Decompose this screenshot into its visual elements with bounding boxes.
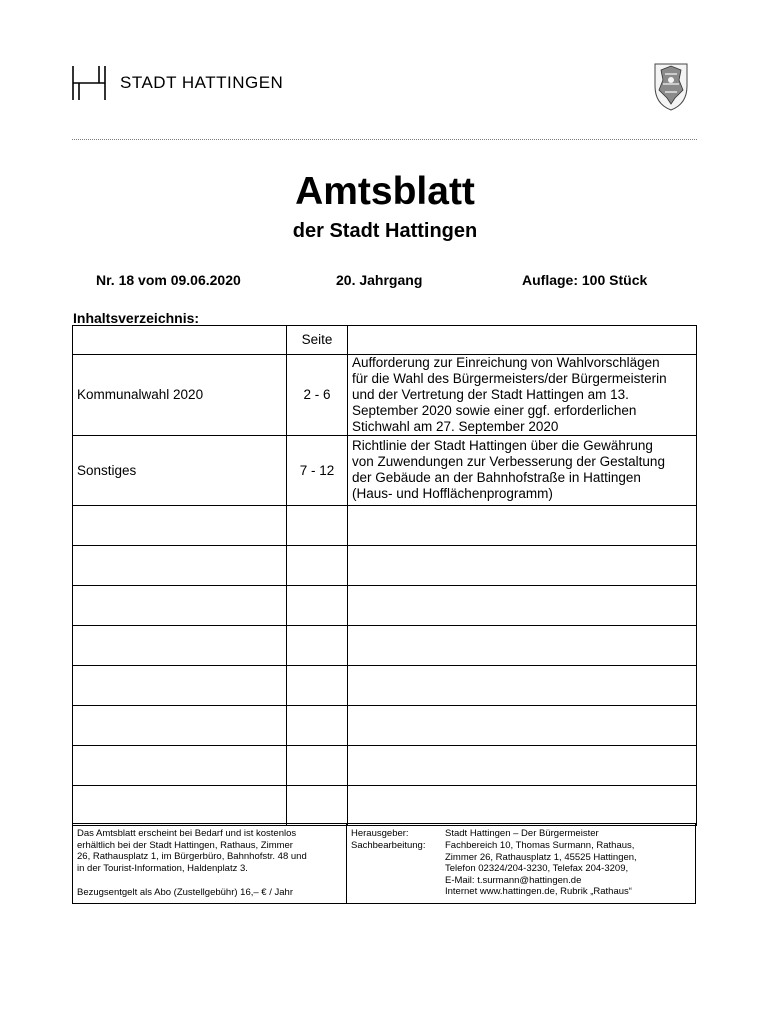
table-cell [287, 746, 348, 786]
description-line: und der Vertretung der Stadt Hattingen am 13. [352, 387, 629, 402]
table-row [73, 355, 697, 436]
table-cell [73, 706, 287, 746]
imprint-divider [346, 824, 347, 903]
empty-table-row [73, 506, 697, 546]
imprint-fee: Bezugsentgelt als Abo (Zustellgebühr) 16,– € / Jahr [77, 887, 293, 898]
table-cell [287, 506, 348, 546]
table-cell [287, 786, 348, 826]
table-cell [287, 666, 348, 706]
table-cell [348, 586, 697, 626]
table-cell [73, 666, 287, 706]
table-cell [287, 706, 348, 746]
empty-table-row [73, 546, 697, 586]
table-row [73, 436, 697, 506]
table-cell [348, 746, 697, 786]
table-cell [287, 586, 348, 626]
imprint-line: erhältlich bei der Stadt Hattingen, Rathaus, Zimmer [77, 839, 293, 851]
imprint-availability [77, 828, 307, 874]
table-cell [348, 326, 697, 355]
empty-table-row [73, 746, 697, 786]
page-column-header: Seite [287, 326, 348, 355]
empty-table-row [73, 666, 697, 706]
empty-table-row [73, 706, 697, 746]
toc-heading: Inhaltsverzeichnis: [73, 310, 200, 326]
imprint-line: 26, Rathausplatz 1, im Bürgerbüro, Bahnhofstr. 48 und [77, 851, 307, 863]
table-cell [73, 786, 287, 826]
table-header-row [73, 326, 697, 355]
toc-description [348, 355, 697, 436]
table-cell [287, 626, 348, 666]
page-subtitle: der Stadt Hattingen [292, 220, 478, 242]
imprint-line: Telefon 02324/204-3230, Telefax 204-3209, [445, 863, 629, 875]
issue-circulation: Auflage: 100 Stück [522, 272, 648, 288]
description-line: für die Wahl des Bürgermeisters/der Bürgermeisterin [352, 371, 667, 386]
table-cell [73, 746, 287, 786]
issue-volume: 20. Jahrgang [336, 272, 423, 288]
table-cell [348, 666, 697, 706]
header-separator [72, 139, 697, 140]
description-line: Richtlinie der Stadt Hattingen über die Gewährung [352, 438, 653, 453]
imprint-line: Das Amtsblatt erscheint bei Bedarf und ist kostenlos [77, 828, 297, 839]
empty-table-row [73, 786, 697, 826]
table-cell [73, 546, 287, 586]
description-line: von Zuwendungen zur Verbesserung der Gestaltung [352, 454, 665, 469]
imprint-line: Fachbereich 10, Thomas Surmann, Rathaus, [445, 840, 635, 851]
table-cell [348, 786, 697, 826]
description-line: Aufforderung zur Einreichung von Wahlvorschlägen [352, 355, 660, 370]
brand-name: STADT HATTINGEN [120, 73, 284, 92]
description-line: Stichwahl am 27. September 2020 [352, 419, 559, 434]
table-cell [348, 706, 697, 746]
table-cell [73, 506, 287, 546]
table-cell [73, 626, 287, 666]
toc-description [348, 436, 697, 506]
table-cell [73, 326, 287, 355]
editor-details [445, 840, 637, 898]
imprint-line: Zimmer 26, Rathausplatz 1, 45525 Hattingen, [445, 851, 637, 863]
description-line: September 2020 sowie einer ggf. erforderlichen [352, 403, 637, 418]
page-title: Amtsblatt [295, 170, 475, 213]
toc-topic: Kommunalwahl 2020 [73, 355, 287, 436]
toc-pages: 2 - 6 [287, 355, 348, 436]
editor-label: Sachbearbeitung: [351, 840, 426, 851]
imprint-line: E-Mail: t.surmann@hattingen.de [445, 874, 582, 886]
city-coat-of-arms-icon [647, 60, 695, 112]
empty-table-row [73, 586, 697, 626]
toc-topic: Sonstiges [73, 436, 287, 506]
table-cell [348, 626, 697, 666]
imprint-line: in der Tourist-Information, Haldenplatz 3. [77, 862, 248, 874]
table-cell [348, 506, 697, 546]
imprint-line: Internet www.hattingen.de, Rubrik „Rathaus“ [445, 886, 632, 898]
table-of-contents [72, 325, 697, 826]
toc-pages: 7 - 12 [287, 436, 348, 506]
table-cell [73, 586, 287, 626]
empty-table-row [73, 626, 697, 666]
table-cell [348, 546, 697, 586]
description-line: (Haus- und Hofflächenprogramm) [352, 486, 553, 501]
stadt-hattingen-logo-icon [71, 66, 107, 100]
issue-number: Nr. 18 vom 09.06.2020 [96, 272, 241, 288]
publisher-label: Herausgeber: [351, 828, 409, 839]
publisher-value: Stadt Hattingen – Der Bürgermeister [445, 828, 599, 839]
imprint-box [72, 823, 696, 904]
description-line: der Gebäude an der Bahnhofstraße in Hattingen [352, 470, 641, 485]
table-cell [287, 546, 348, 586]
